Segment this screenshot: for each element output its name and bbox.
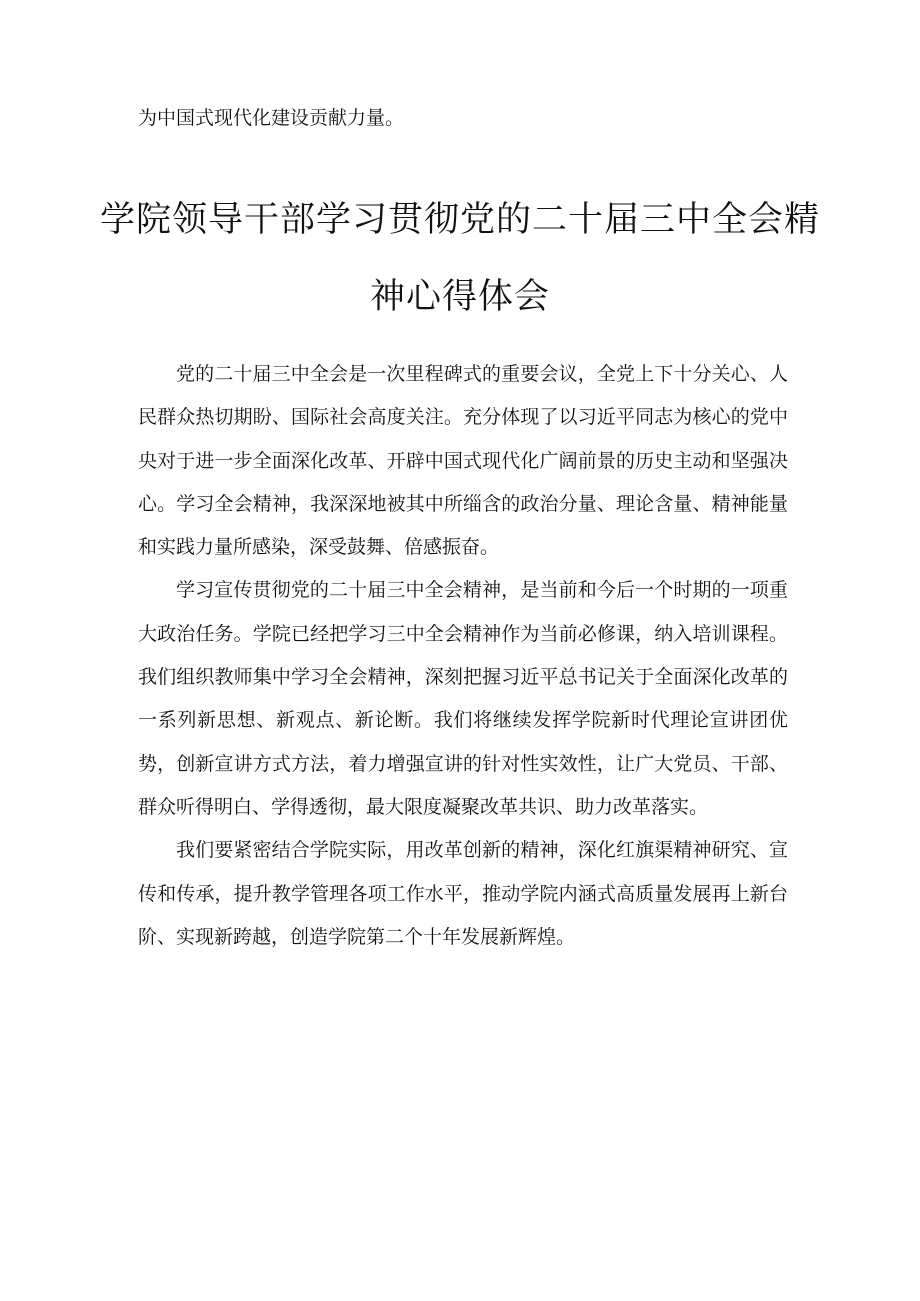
body-paragraph: 学习宣传贯彻党的二十届三中全会精神，是当前和今后一个时期的一项重大政治任务。学院已经把学习三中全会精神作为当前必修课，纳入培训课程。我们组织教师集中学习全会精神，深刻把握习近平总书记关于全面深化改革的一系列新思想、新观点、新论断。我们将继续发挥学院新时代理论宣讲团优势，创新宣讲方式方法，着力增强宣讲的针对性实效性，让广大党员、干部、群众听得明白、学得透彻，最大限度凝聚改革共识、助力改革落实。 bbox=[138, 579, 788, 818]
body-paragraph: 党的二十届三中全会是一次里程碑式的重要会议，全党上下十分关心、人民群众热切期盼、国际社会高度关注。充分体现了以习近平同志为核心的党中央对于进一步全面深化改革、开辟中国式现代化广阔前景的历史主动和坚强决心。学习全会精神，我深深地被其中所缁含的政治分量、理论含量、精神能量和实践力量所感染，深受鼓舞、倍感振奋。 bbox=[138, 363, 788, 559]
document-body bbox=[138, 353, 788, 959]
document-title: 学院领导干部学习贯彻党的二十届三中全会精神心得体会 bbox=[100, 200, 821, 317]
body-paragraph: 我们要紧密结合学院实际，用改革创新的精神，深化红旗渠精神研究、宣传和传承，提升教学管理各项工作水平，推动学院内涵式高质量发展再上新台阶、实现新跨越，创造学院第二个十年发展新辉煌。 bbox=[138, 839, 788, 948]
carryover-line: 为中国式现代化建设贡献力量。 bbox=[138, 107, 405, 129]
